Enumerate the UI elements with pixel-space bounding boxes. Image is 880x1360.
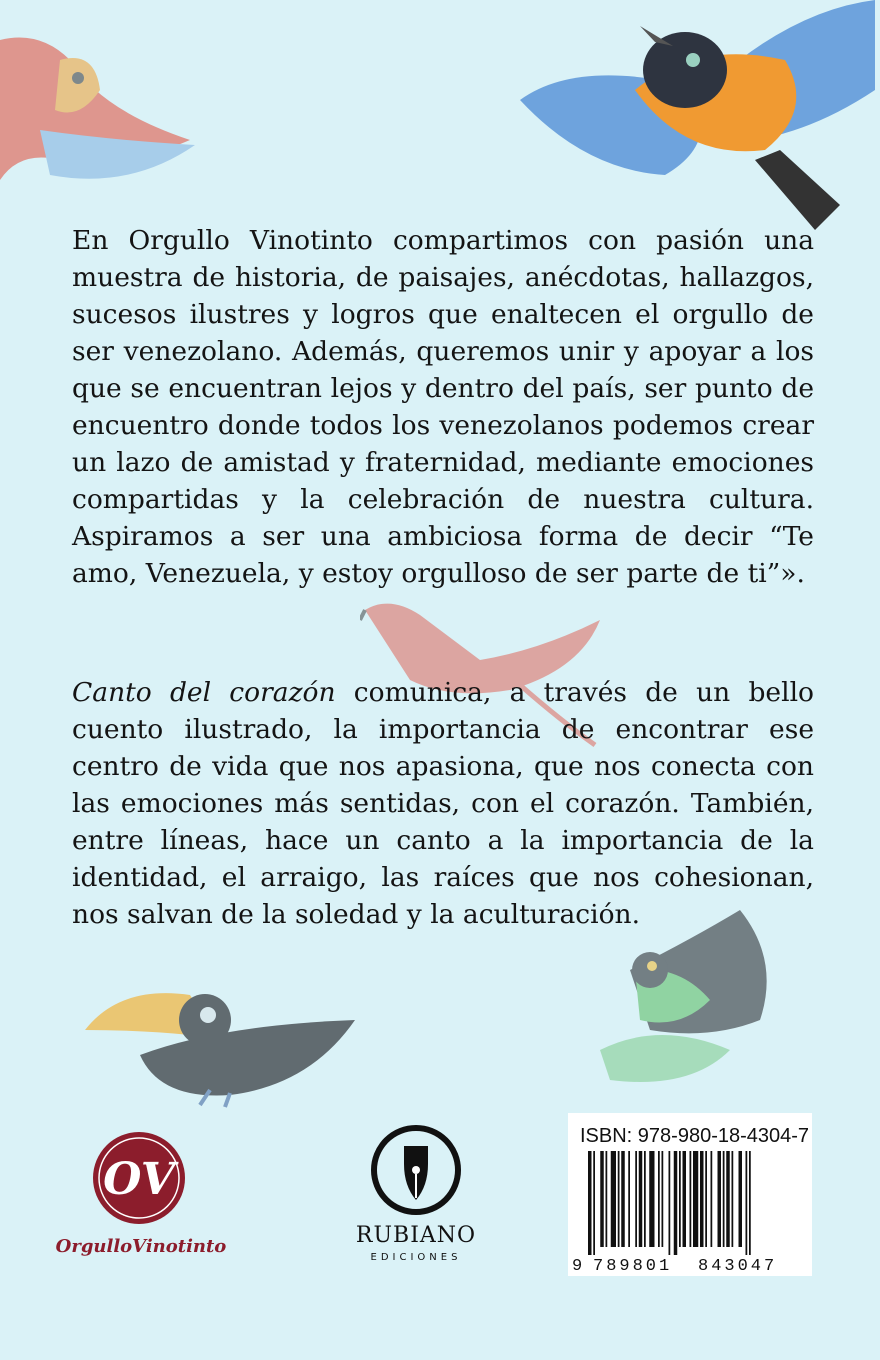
rubiano-ediciones-logo: [346, 1124, 486, 1272]
oriole-bird-illustration: [515, 0, 880, 235]
orgullo-vinotinto-logo: [55, 1128, 235, 1268]
barcode-digits: [568, 1113, 812, 1276]
logo-wordmark: OrgulloVinotinto: [55, 1236, 227, 1257]
barcode-digits-left: 789801: [593, 1257, 673, 1276]
synopsis-text: comunica, a través de un bello cuento ilustrado, la importancia de encontrar ese centro de vida que nos apasiona, que nos conecta con las emociones más sentidas, con el corazón. También, entre líneas, hace un canto a la importancia de la identidad, el arraigo, las raíces que nos cohesionan, nos salvan de la soledad y la aculturación.: [72, 677, 814, 930]
barcode-digits-right: 843047: [698, 1257, 778, 1276]
publisher-name: RUBIANO: [355, 1223, 477, 1248]
isbn-barcode: [568, 1113, 812, 1276]
isbn-label: ISBN: 978-980-18-4304-7: [580, 1125, 810, 1147]
publisher-subtitle: EDICIONES: [370, 1252, 462, 1263]
toucan-illustration: [80, 975, 360, 1110]
barcode-digit-lead: 9: [572, 1257, 583, 1276]
synopsis-paragraph: [72, 674, 814, 933]
parrot-illustration: [0, 20, 200, 210]
intro-paragraph: En Orgullo Vinotinto compartimos con pasión una muestra de historia, de paisajes, anécdotas, hallazgos, sucesos ilustres y logros que enaltecen el orgullo de ser venezolano. Además, queremos unir y apoyar a los que se encuentran lejos y dentro del país, ser punto de encuentro donde todos los venezolanos podemos crear un lazo de amistad y fraternidad, mediante emociones compartidas y la celebración de nuestra cultura. Aspiramos a ser una ambiciosa forma de decir “Te amo, Venezuela, y estoy orgulloso de ser parte de ti”».: [72, 225, 814, 589]
book-title: Canto del corazón: [72, 677, 336, 708]
logo-monogram: OV: [103, 1154, 175, 1205]
